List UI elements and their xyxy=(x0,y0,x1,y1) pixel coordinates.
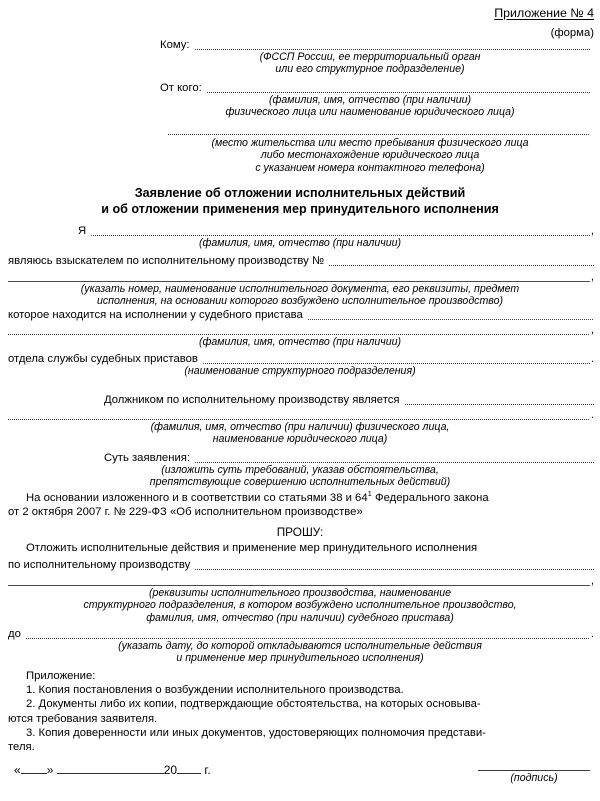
request-proceeding-hint xyxy=(0,587,600,624)
addressee-address-hint xyxy=(150,137,590,174)
addressee-address-input-line[interactable] xyxy=(168,134,590,135)
bailiff-input-line[interactable] xyxy=(308,319,594,320)
page-title-line-1: Заявление об отложении исполнительных действий xyxy=(134,186,466,200)
request-proceeding-hint-line-1: (реквизиты исполнительного производства, наименование xyxy=(148,587,452,599)
debtor-hint-line-1: (фамилия, имя, отчество (при наличии) физического лица, xyxy=(150,421,450,433)
addressee-from-row xyxy=(160,79,590,95)
until-date-tail: . xyxy=(590,628,594,640)
appendix-number xyxy=(0,2,600,20)
bailiff-row xyxy=(8,306,594,322)
proceeding-continuation-line[interactable] xyxy=(8,281,590,282)
applicant-input-line[interactable] xyxy=(91,235,590,236)
applicant-tail: , xyxy=(590,225,594,237)
bailiff-hint-line-1: (фамилия, имя, отчество (при наличии) xyxy=(198,336,402,348)
proceeding-number-row xyxy=(8,252,594,268)
debtor-continuation-line[interactable] xyxy=(8,419,590,420)
request-proceeding-hint-line-3: фамилия, имя, отчество (при наличии) судебного пристава) xyxy=(146,611,454,624)
request-proceeding-hint-line-2: структурного подразделения, в котором возбуждено исполнительное производство, xyxy=(83,599,517,612)
request-proceeding-tail: , xyxy=(590,575,594,587)
until-date-input-line[interactable] xyxy=(26,638,590,639)
essence-hint xyxy=(0,464,600,489)
until-date-hint-line-1: (указать дату, до которой откладываются исполнительные действия xyxy=(118,640,482,652)
department-hint xyxy=(0,365,600,377)
addressee-to-hint-line-1: (ФССП России, ее территориальный орган xyxy=(259,51,481,63)
bailiff-continuation-tail: , xyxy=(590,324,594,336)
request-proceeding-row xyxy=(8,556,594,572)
legal-basis-line-1-b: Федерального закона xyxy=(371,492,489,504)
proceeding-hint-line-2: исполнения, на основании которого возбуждено исполнительное производство) xyxy=(96,295,504,308)
attachments-item-1: 1. Копия постановления о возбуждении исполнительного производства. xyxy=(26,684,404,697)
addressee-from-label: От кого: xyxy=(160,82,202,94)
date-month-field[interactable] xyxy=(57,762,164,774)
department-label: отдела службы судебных приставов xyxy=(8,353,198,365)
until-date-label: до xyxy=(8,628,21,640)
proceeding-number-input-line[interactable] xyxy=(329,265,594,266)
addressee-to-hint xyxy=(150,51,590,76)
attachments-item-2-line-2: ются требования заявителя. xyxy=(8,712,158,725)
addressee-address-hint-line-1: (место жительства или место пребывания физического лица xyxy=(211,137,529,149)
page-title-line-2: и об отложении применения мер принудительного исполнения xyxy=(101,201,499,216)
bailiff-label: которое находится на исполнении у судебного пристава xyxy=(8,309,303,321)
department-input-line[interactable] xyxy=(203,363,590,364)
date-year-prefix: 20 xyxy=(163,763,178,777)
date-day-field[interactable] xyxy=(21,762,47,774)
addressee-from-hint-line-1: (фамилия, имя, отчество (при наличии) xyxy=(268,94,472,106)
debtor-row xyxy=(104,391,594,407)
legal-basis-line-2: от 2 октября 2007 г. № 229-ФЗ «Об исполнительном производстве» xyxy=(8,506,363,519)
request-paragraph xyxy=(8,541,594,555)
request-proceeding-label: по исполнительному производству xyxy=(8,559,191,571)
attachments-item-2-line-1: 2. Документы либо их копии, подтверждающие обстоятельства, на которых основыва- xyxy=(26,698,481,711)
until-date-hint xyxy=(0,640,600,665)
addressee-address-hint-line-2: либо местонахождение юридического лица xyxy=(260,149,480,162)
proceeding-hint xyxy=(0,283,600,308)
addressee-to-hint-line-2: или его структурное подразделение) xyxy=(275,63,465,76)
proceeding-hint-line-1: (указать номер, наименование исполнительного документа, его реквизиты, предмет xyxy=(80,283,520,295)
department-hint-line-1: (наименование структурного подразделения) xyxy=(184,365,416,377)
until-date-hint-line-2: и применение мер принудительного исполнения) xyxy=(176,652,424,665)
attachments-heading: Приложение: xyxy=(26,670,96,682)
legal-basis-line-1-a: На основании изложенного и в соответствии со статьями 38 и 64 xyxy=(26,492,368,504)
applicant-row xyxy=(78,222,594,238)
addressee-address-hint-line-3: с указанием номера контактного телефона) xyxy=(255,161,485,174)
debtor-label: Должником по исполнительному производству является xyxy=(104,394,400,406)
department-tail: . xyxy=(590,353,594,365)
department-row xyxy=(8,350,594,366)
applicant-hint-line-1: (фамилия, имя, отчество (при наличии) xyxy=(198,237,402,249)
request-proceeding-input-line[interactable] xyxy=(195,569,594,570)
debtor-continuation-tail: . xyxy=(590,409,594,421)
addressee-from-hint xyxy=(150,94,590,119)
essence-row xyxy=(104,449,594,465)
attachments-item-3-line-1: 3. Копия доверенности или иных документов, удостоверяющих полномочия представи- xyxy=(26,726,486,739)
until-date-row xyxy=(8,625,594,641)
proceeding-number-label: являюсь взыскателем по исполнительному производству № xyxy=(8,255,325,267)
attachments-section xyxy=(8,669,594,754)
debtor-hint-line-2: наименование юридического лица) xyxy=(212,433,388,446)
applicant-label: Я xyxy=(78,225,87,237)
request-line-1: Отложить исполнительные действия и применение мер принудительного исполнения xyxy=(26,542,478,554)
date-year-field[interactable] xyxy=(177,762,201,774)
addressee-from-hint-line-2: физического лица или наименование юридического лица) xyxy=(225,106,515,119)
addressee-to-input-line[interactable] xyxy=(195,49,590,50)
applicant-hint xyxy=(0,237,600,249)
request-proceeding-continuation-line[interactable] xyxy=(8,585,590,586)
page-title xyxy=(0,186,600,217)
addressee-address-row xyxy=(168,125,590,137)
essence-hint-line-2: препятствующие совершению исполнительных действий) xyxy=(149,476,451,489)
attachments-item-3-line-2: теля. xyxy=(8,741,35,754)
debtor-hint xyxy=(0,421,600,446)
date-quote-close: » xyxy=(46,763,54,777)
signature-block xyxy=(478,770,590,784)
appendix-number-text: Приложение № 4 xyxy=(494,6,594,20)
debtor-input-line[interactable] xyxy=(405,404,594,405)
bailiff-hint xyxy=(0,336,600,348)
date-row xyxy=(14,762,211,777)
bailiff-continuation-line[interactable] xyxy=(8,334,590,335)
form-word: (форма) xyxy=(550,27,594,39)
date-year-suffix: г. xyxy=(204,763,211,777)
essence-hint-line-1: (изложить суть требований, указав обстоятельства, xyxy=(161,464,439,476)
legal-basis-superscript: 1 xyxy=(367,489,372,499)
essence-label: Суть заявления: xyxy=(104,452,191,464)
essence-input-line[interactable] xyxy=(195,462,594,463)
legal-basis-line-1 xyxy=(8,491,594,505)
legal-basis-paragraph xyxy=(8,491,594,519)
addressee-to-row xyxy=(160,36,590,52)
addressee-from-input-line[interactable] xyxy=(207,92,590,93)
date-quote-open: « xyxy=(14,763,21,777)
request-heading-text: ПРОШУ: xyxy=(276,525,324,539)
addressee-to-label: Кому: xyxy=(160,39,190,51)
request-heading xyxy=(0,525,600,539)
signature-caption: (подпись) xyxy=(510,772,558,784)
proceeding-continuation-tail: , xyxy=(590,271,594,283)
